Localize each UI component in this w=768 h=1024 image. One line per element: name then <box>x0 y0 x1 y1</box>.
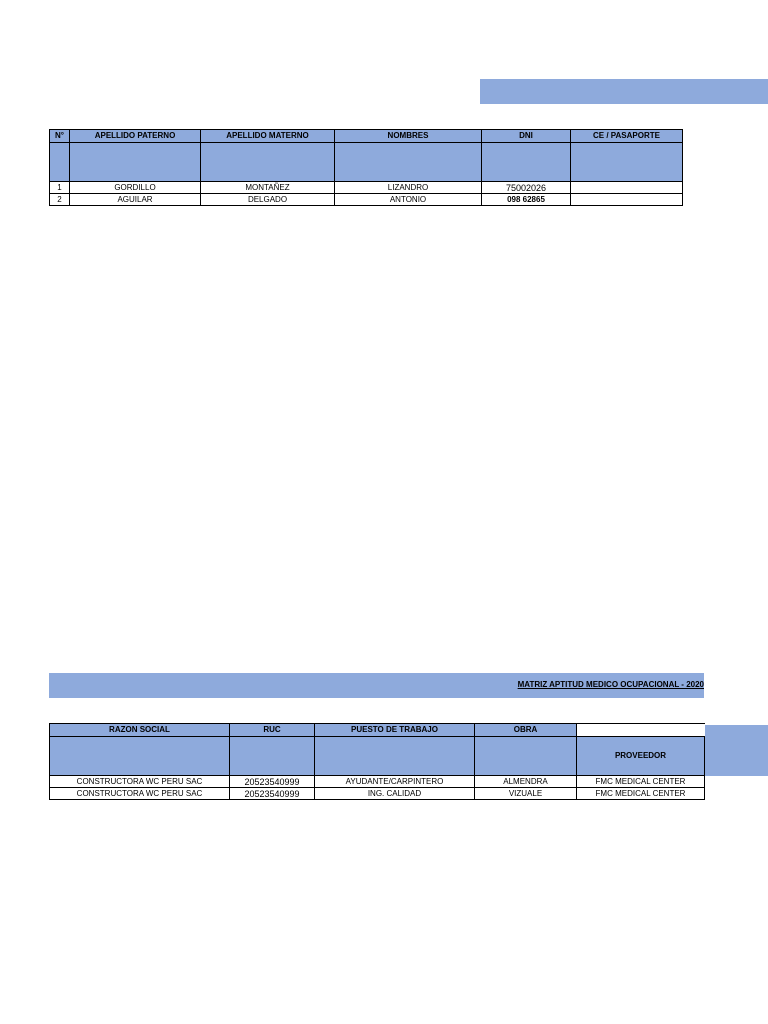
cell-apellido-materno: MONTAÑEZ <box>201 182 335 194</box>
cell-proveedor: FMC MEDICAL CENTER <box>577 776 705 788</box>
col-header-number: N° <box>50 130 70 143</box>
col-header-ce-pasaporte: CE / PASAPORTE <box>571 130 683 143</box>
col-header-empty <box>577 724 705 737</box>
header-band-top <box>480 79 768 104</box>
col-header-apellido-materno: APELLIDO MATERNO <box>201 130 335 143</box>
table-row <box>50 182 683 194</box>
cell-puesto: AYUDANTE/CARPINTERO <box>315 776 475 788</box>
cell-apellido-materno: DELGADO <box>201 194 335 206</box>
cell-ruc: 20523540999 <box>230 788 315 800</box>
cell-obra: VIZUALE <box>475 788 577 800</box>
table-row <box>50 194 683 206</box>
cell-number: 1 <box>50 182 70 194</box>
header-fill-row <box>50 737 705 776</box>
cell-dni: 75002026 <box>482 182 571 194</box>
cell-dni: 098 62865 <box>482 194 571 206</box>
employer-data-table <box>49 723 705 800</box>
col-header-dni: DNI <box>482 130 571 143</box>
col-header-razon-social: RAZON SOCIAL <box>50 724 230 737</box>
table-header-row <box>50 724 705 737</box>
cell-obra: ALMENDRA <box>475 776 577 788</box>
cell-ce-pasaporte <box>571 182 683 194</box>
cell-apellido-paterno: AGUILAR <box>70 194 201 206</box>
cell-number: 2 <box>50 194 70 206</box>
header-fill-row <box>50 143 683 182</box>
col-header-nombres: NOMBRES <box>335 130 482 143</box>
col-header-puesto-de-trabajo: PUESTO DE TRABAJO <box>315 724 475 737</box>
cell-razon-social: CONSTRUCTORA WC PERU SAC <box>50 776 230 788</box>
cell-razon-social: CONSTRUCTORA WC PERU SAC <box>50 788 230 800</box>
cell-ce-pasaporte <box>571 194 683 206</box>
personal-data-table <box>49 129 683 206</box>
table-row <box>50 776 705 788</box>
table-header-row <box>50 130 683 143</box>
header-band-right <box>702 725 768 776</box>
cell-proveedor: FMC MEDICAL CENTER <box>577 788 705 800</box>
col-header-apellido-paterno: APELLIDO PATERNO <box>70 130 201 143</box>
section-title-band <box>49 673 704 698</box>
col-header-proveedor: PROVEEDOR <box>577 737 705 776</box>
cell-nombres: ANTONIO <box>335 194 482 206</box>
cell-puesto: ING. CALIDAD <box>315 788 475 800</box>
cell-apellido-paterno: GORDILLO <box>70 182 201 194</box>
cell-ruc: 20523540999 <box>230 776 315 788</box>
section-title: MATRIZ APTITUD MEDICO OCUPACIONAL - 2020 <box>517 680 704 689</box>
cell-nombres: LIZANDRO <box>335 182 482 194</box>
table-row <box>50 788 705 800</box>
col-header-obra: OBRA <box>475 724 577 737</box>
col-header-ruc: RUC <box>230 724 315 737</box>
